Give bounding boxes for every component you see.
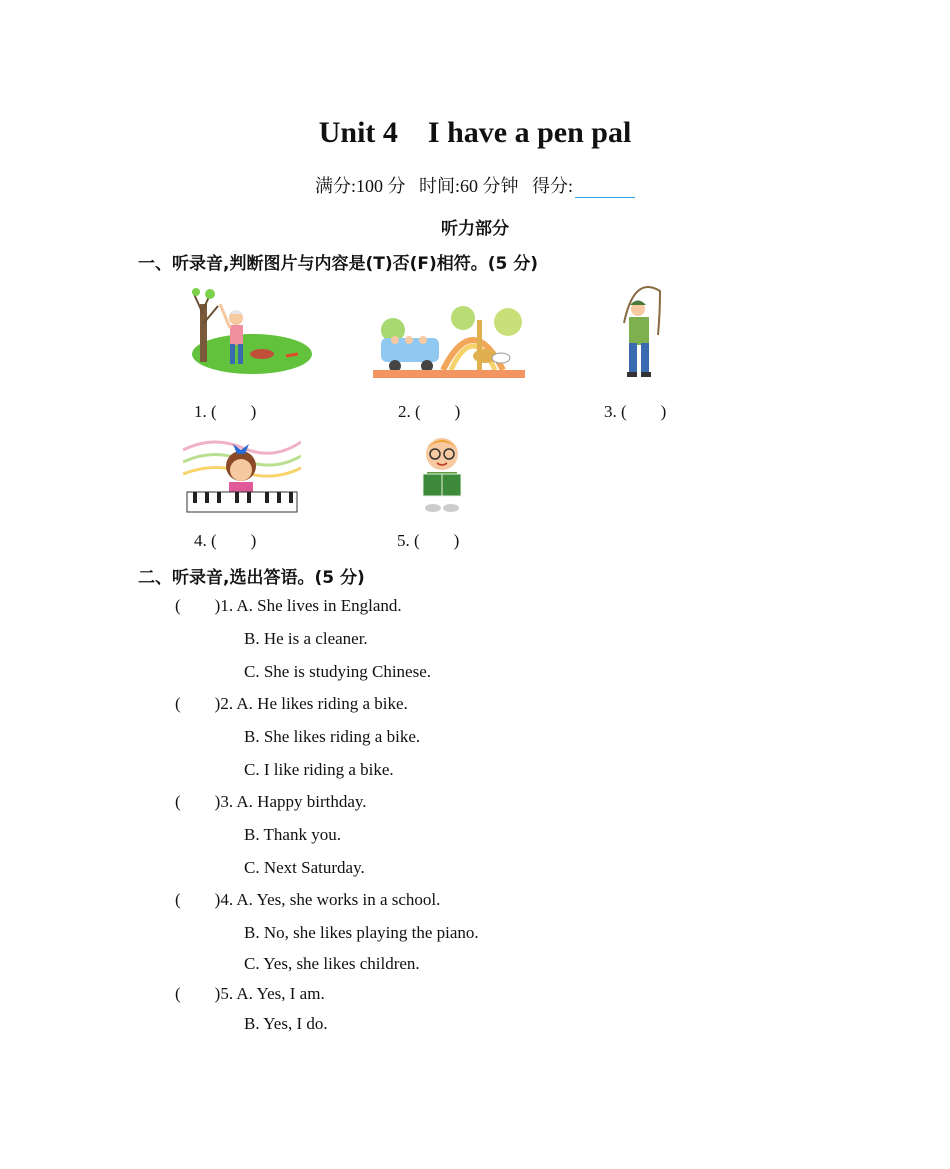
score-label: 得分: [532,176,574,196]
picture-girl-playing-piano [183,430,301,516]
question-1-option-c: C. She is studying Chinese. [244,662,432,681]
question-3-option-c: C. Next Saturday. [244,858,365,877]
exam-meta [0,172,950,198]
picture-boy-reading-book [415,430,469,514]
question-4-option-c: C. Yes, she likes children. [244,954,420,973]
time-limit: 时间:60 分钟 [418,176,519,196]
question-3-option-b: B. Thank you. [244,825,341,844]
question-2-stem[interactable]: ( )2. A. He likes riding a bike. [175,694,408,713]
question-1-stem[interactable]: ( )1. A. She lives in England. [175,596,402,615]
question-4-option-b: B. No, she likes playing the piano. [244,923,479,942]
part1-item-3-label[interactable]: 3. ( ) [604,402,667,421]
question-2-option-b: B. She likes riding a bike. [244,727,421,746]
full-score: 满分:100 分 [314,176,406,196]
part1-item-2-label[interactable]: 2. ( ) [398,402,461,421]
part1-item-1-label[interactable]: 1. ( ) [194,402,257,421]
score-blank[interactable] [575,179,635,198]
question-4-stem[interactable]: ( )4. A. Yes, she works in a school. [175,890,441,909]
part2-heading: 二、听录音,选出答语。(5 分) [138,568,365,588]
question-2-option-c: C. I like riding a bike. [244,760,394,779]
question-5-stem[interactable]: ( )5. A. Yes, I am. [175,984,325,1003]
picture-car-at-zoo [373,300,525,378]
question-3-stem[interactable]: ( )3. A. Happy birthday. [175,792,367,811]
part1-item-5-label[interactable]: 5. ( ) [397,531,460,550]
section-title: 听力部分 [441,219,509,239]
part1-item-4-label[interactable]: 4. ( ) [194,531,257,550]
question-5-option-b: B. Yes, I do. [244,1014,328,1033]
picture-boy-fishing [614,283,664,380]
picture-grandfather-gardening [190,284,312,376]
page-title: Unit 4 I have a pen pal [318,116,632,149]
part1-heading: 一、听录音,判断图片与内容是(T)否(F)相符。(5 分) [138,254,539,274]
question-1-option-b: B. He is a cleaner. [244,629,368,648]
